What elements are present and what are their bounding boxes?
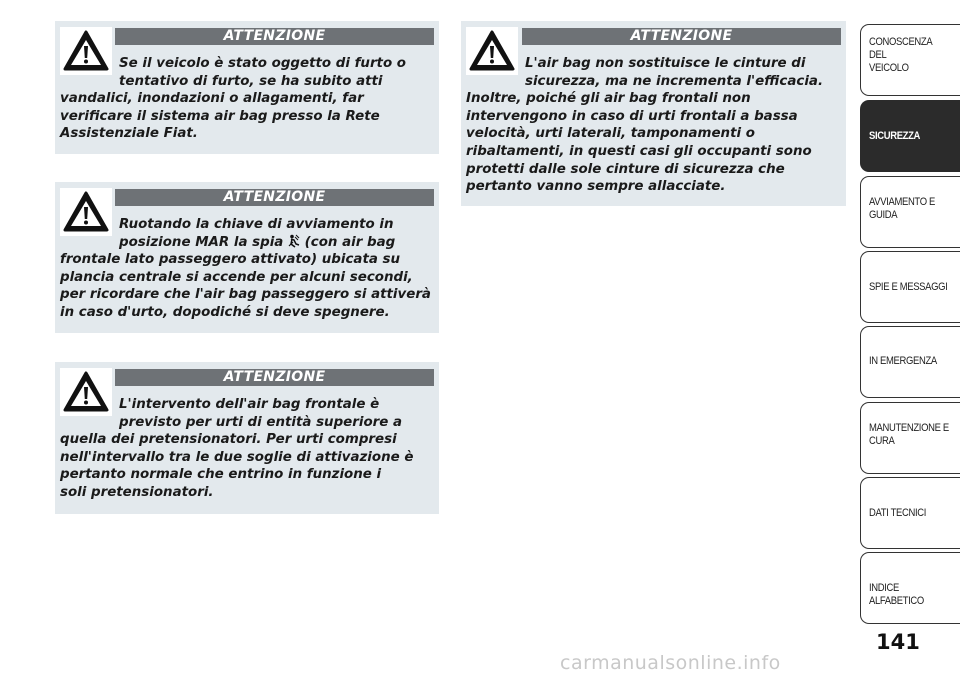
text-line: [60, 234, 438, 252]
tab-avviamento-e-guida[interactable]: [860, 176, 960, 248]
text-line: in caso d'urto, dopodiché si deve spegnere.: [60, 304, 390, 320]
text-line: pertanto vanno sempre allacciate.: [466, 179, 726, 195]
text-line: intervengono in caso di urti frontali a bassa: [466, 108, 798, 124]
tab-label: MANUTENZIONE E CURA: [869, 422, 949, 447]
text-line: protetti dalle sole cinture di sicurezza che: [466, 161, 785, 177]
warning-box-1: [55, 21, 439, 154]
tab-manutenzione-e-cura[interactable]: [860, 402, 960, 474]
text-line: Assistenziale Fiat.: [60, 126, 198, 142]
tab-spie-e-messaggi[interactable]: [860, 251, 960, 323]
tab-label: DATI TECNICI: [869, 507, 927, 519]
text-line: nell'intervallo tra le due soglie di attivazione è: [60, 449, 414, 465]
text-line: Ruotando la chiave di avviamento in: [119, 217, 394, 232]
tab-label: AVVIAMENTO E GUIDA: [869, 196, 935, 221]
warning-header: ATTENZIONE: [522, 28, 841, 45]
watermark-text: carmanualsonline.info: [560, 652, 781, 674]
tab-label: SPIE E MESSAGGI: [869, 281, 948, 293]
text-line: plancia centrale si accende per alcuni secondi,: [60, 269, 413, 285]
text-line: previsto per urti di entità superiore a: [119, 414, 403, 430]
tab-dati-tecnici[interactable]: [860, 477, 960, 549]
text-line: per ricordare che l'air bag passeggero si attiverà: [60, 287, 431, 303]
tab-in-emergenza[interactable]: [860, 326, 960, 398]
text-line: verificare il sistema air bag presso la Rete: [60, 108, 380, 124]
text-fragment: posizione MAR la spia: [119, 234, 288, 250]
text-line: quella dei pretensionatori. Per urti compresi: [60, 432, 397, 448]
text-fragment: (con air bag: [300, 234, 396, 250]
warning-box-3: [55, 362, 439, 514]
tab-label: IN EMERGENZA: [869, 355, 937, 367]
tab-label: INDICE ALFABETICO: [869, 582, 924, 607]
text-line: sicurezza, ma ne incrementa l'efficacia.: [525, 73, 824, 89]
text-line: Inoltre, poiché gli air bag frontali non: [466, 91, 751, 107]
text-line: frontale lato passeggero attivato) ubicata su: [60, 252, 401, 268]
warning-text: [60, 216, 438, 322]
warning-header: ATTENZIONE: [115, 369, 434, 386]
tab-label: SICUREZZA: [869, 130, 921, 142]
text-line: pertanto normale che entrino in funzione i: [60, 467, 382, 483]
warning-text: [466, 55, 845, 196]
text-line: L'air bag non sostituisce le cinture di: [525, 56, 806, 71]
text-line: Se il veicolo è stato oggetto di furto o: [119, 56, 407, 71]
tab-sicurezza[interactable]: [860, 100, 960, 172]
warning-box-2: [55, 182, 439, 333]
warning-text: [60, 396, 438, 502]
warning-text: [60, 55, 438, 143]
text-line: L'intervento dell'air bag frontale è: [119, 397, 380, 412]
text-line: tentativo di furto, se ha subito atti: [119, 73, 383, 89]
warning-header: ATTENZIONE: [115, 189, 434, 206]
text-line: vandalici, inondazioni o allagamenti, far: [60, 91, 364, 107]
page-number: 141: [876, 630, 920, 654]
tab-indice-alfabetico[interactable]: [860, 552, 960, 624]
warning-box-4: [461, 21, 846, 206]
tab-conoscenza-del-veicolo[interactable]: [860, 24, 960, 96]
warning-header: ATTENZIONE: [115, 28, 434, 45]
airbag-lamp-icon: [288, 234, 300, 248]
text-line: ribaltamenti, in questi casi gli occupanti sono: [466, 143, 812, 159]
text-line: soli pretensionatori.: [60, 484, 214, 500]
text-line: velocità, urti laterali, tamponamenti o: [466, 126, 755, 142]
tab-label: CONOSCENZA DEL VEICOLO: [869, 36, 932, 74]
